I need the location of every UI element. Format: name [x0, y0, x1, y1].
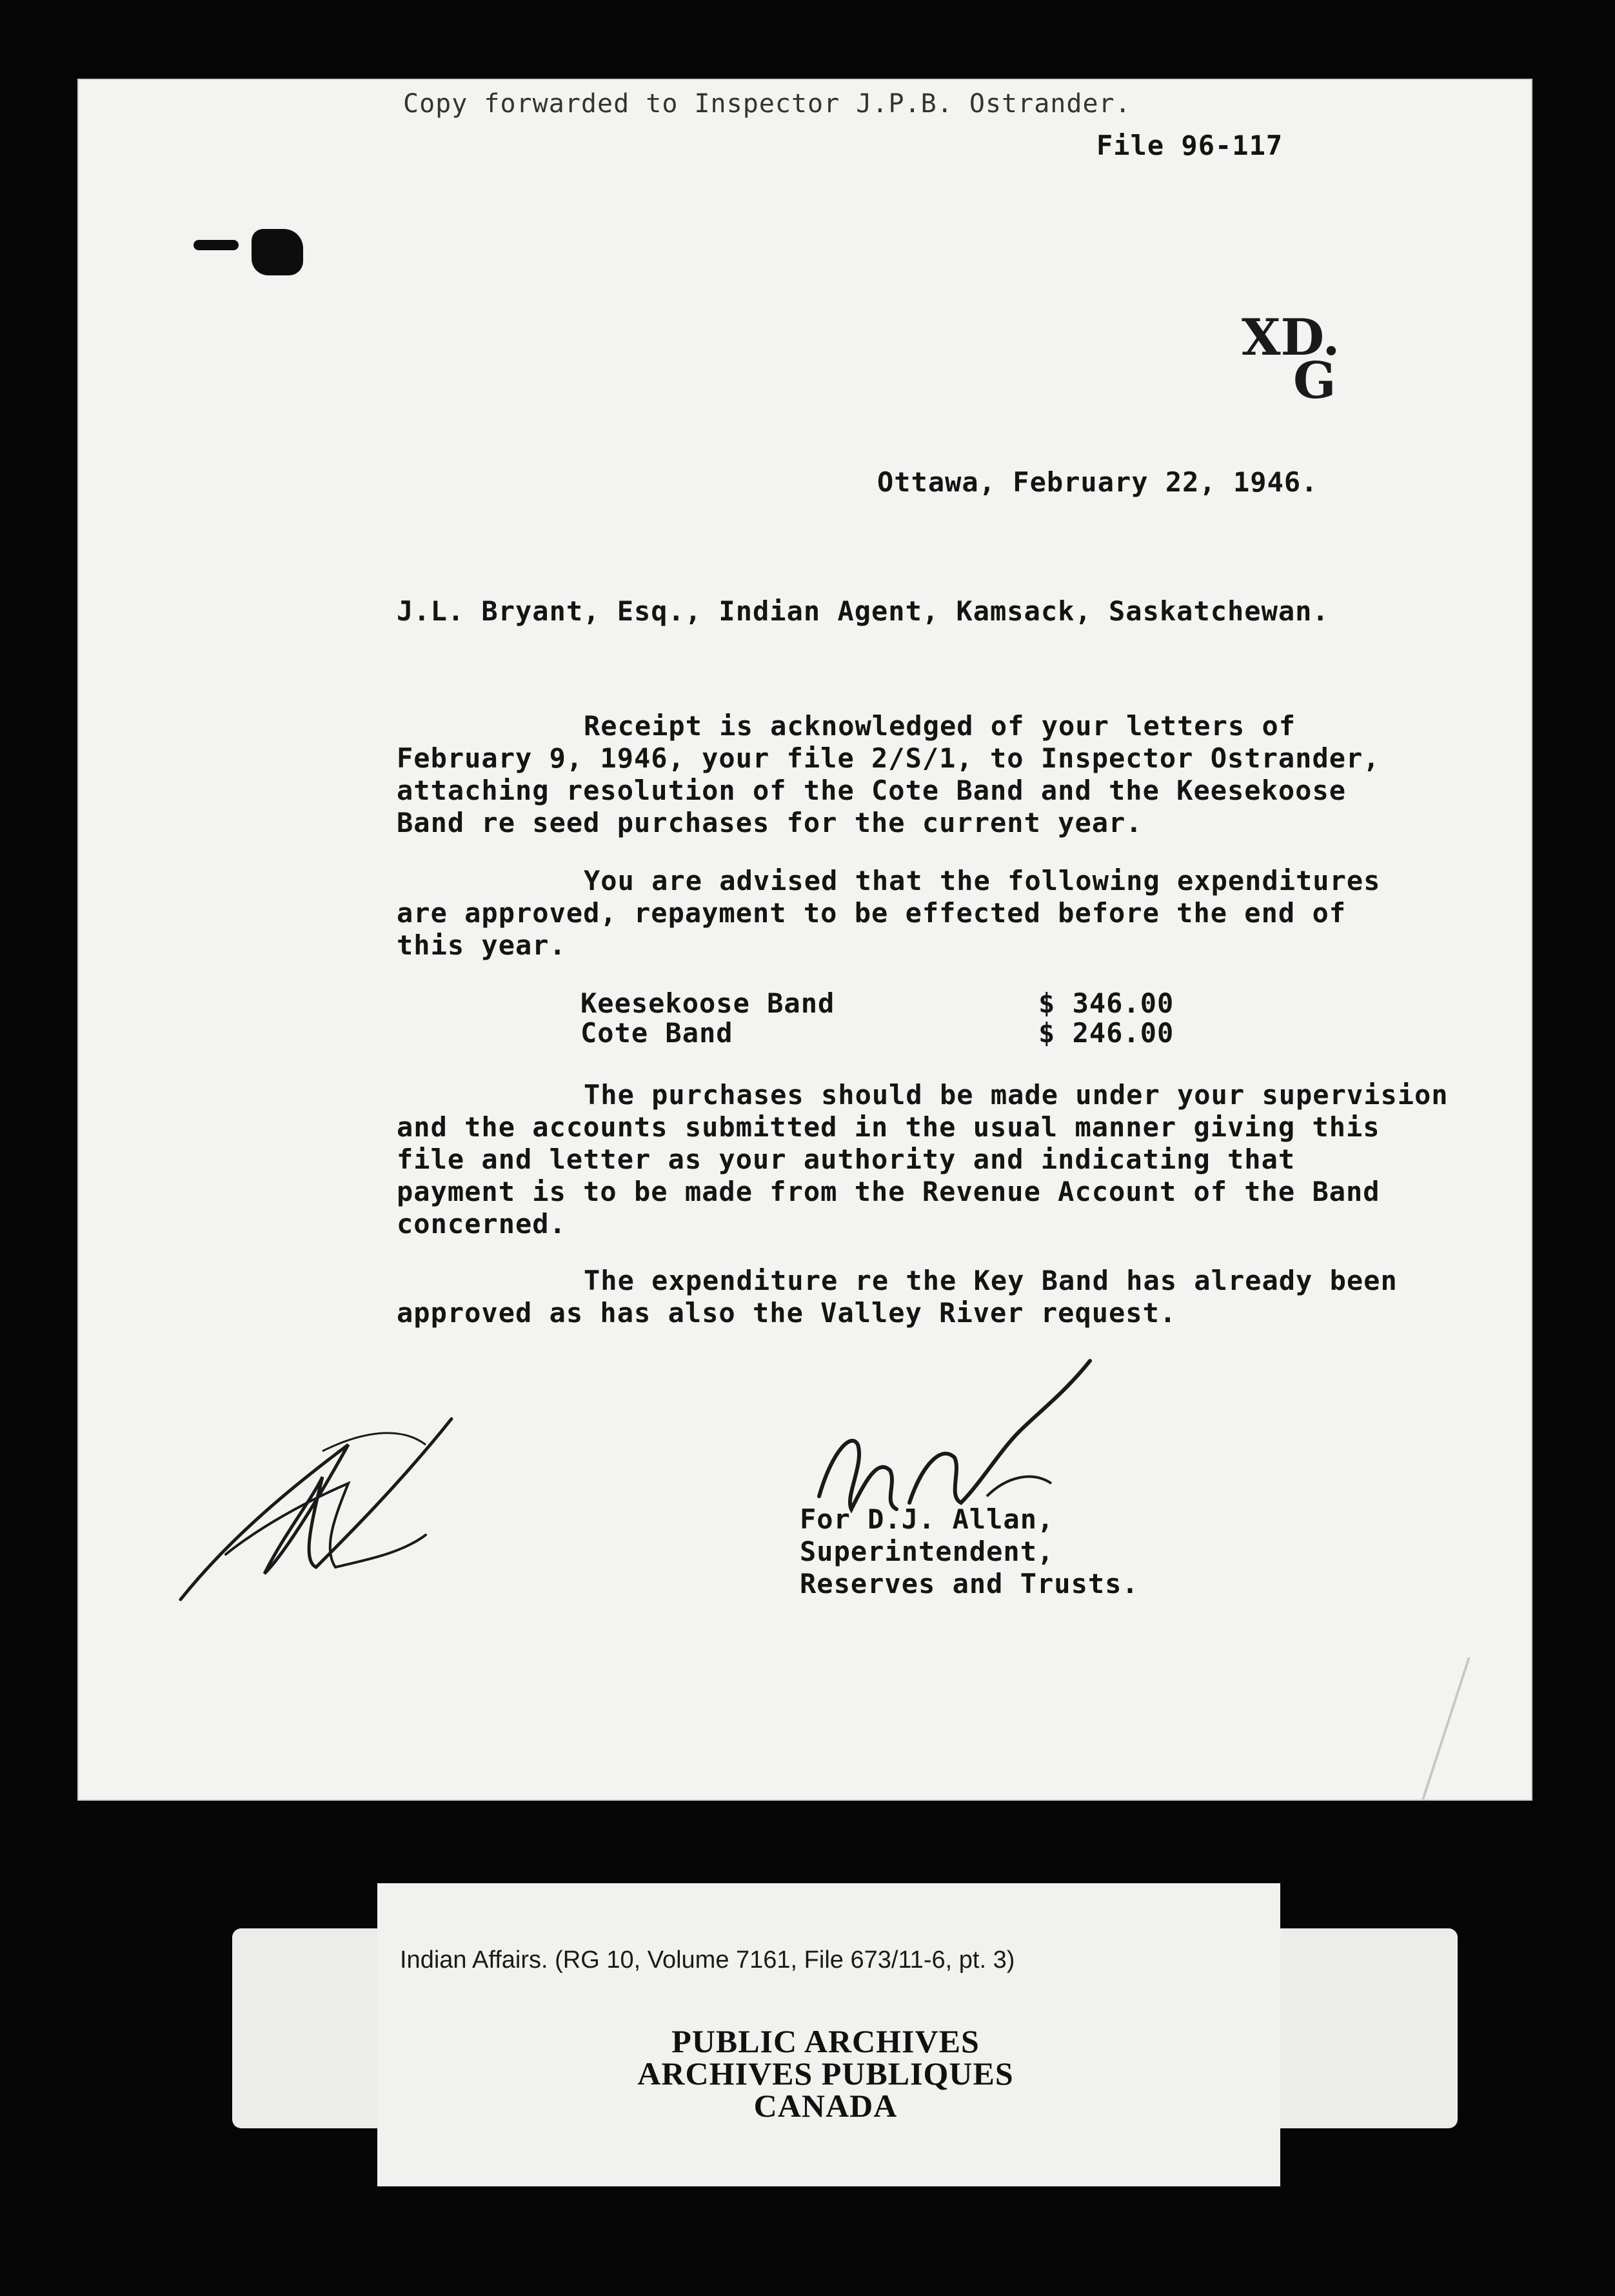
- paragraph-line: approved as has also the Valley River request.: [397, 1297, 1177, 1329]
- signature-line: For D.J. Allan,: [800, 1503, 1055, 1535]
- paragraph-line: this year.: [397, 929, 566, 961]
- paragraph-line: The expenditure re the Key Band has already been: [584, 1265, 1398, 1296]
- signature-line: Superintendent,: [800, 1536, 1055, 1567]
- archive-name-en: PUBLIC ARCHIVES: [671, 2023, 980, 2059]
- paragraph-line: Receipt is acknowledged of your letters of: [584, 710, 1296, 742]
- band-amount: $ 246.00: [1038, 1017, 1174, 1049]
- paragraph-line: You are advised that the following expenditures: [584, 865, 1381, 896]
- file-reference: File 96-117: [1096, 130, 1283, 161]
- paragraph-line: payment is to be made from the Revenue Account of the Band: [397, 1176, 1380, 1207]
- stamp-xd: XD.: [1242, 308, 1340, 367]
- copy-forwarded-note: Copy forwarded to Inspector J.P.B. Ostrander.: [403, 89, 1131, 119]
- paragraph-line: The purchases should be made under your supervision: [584, 1079, 1449, 1111]
- ink-blot: [252, 229, 303, 275]
- paragraph-line: and the accounts submitted in the usual manner giving this: [397, 1111, 1380, 1143]
- paragraph-line: file and letter as your authority and indicating that: [397, 1143, 1296, 1175]
- paragraph-line: are approved, repayment to be effected before the end of: [397, 897, 1347, 929]
- addressee-line: J.L. Bryant, Esq., Indian Agent, Kamsack, Saskatchewan.: [397, 595, 1329, 627]
- ink-smudge: [193, 240, 239, 250]
- band-name: Cote Band: [580, 1017, 733, 1049]
- archive-country: CANADA: [753, 2088, 898, 2124]
- paragraph-line: concerned.: [397, 1208, 566, 1240]
- paragraph-line: February 9, 1946, your file 2/S/1, to Inspector Ostrander,: [397, 742, 1380, 774]
- band-amount: $ 346.00: [1038, 987, 1174, 1019]
- paragraph-line: attaching resolution of the Cote Band and the Keesekoose: [397, 775, 1347, 806]
- archive-citation: Indian Affairs. (RG 10, Volume 7161, File 673/11-6, pt. 3): [400, 1946, 1015, 1974]
- stamp-g: G: [1293, 351, 1336, 410]
- handwritten-initials-left: [155, 1406, 516, 1619]
- archive-name-fr: ARCHIVES PUBLIQUES: [637, 2055, 1014, 2092]
- signature-line: Reserves and Trusts.: [800, 1568, 1139, 1599]
- band-name: Keesekoose Band: [580, 987, 835, 1019]
- paragraph-line: Band re seed purchases for the current year.: [397, 807, 1143, 838]
- date-line: Ottawa, February 22, 1946.: [877, 466, 1318, 498]
